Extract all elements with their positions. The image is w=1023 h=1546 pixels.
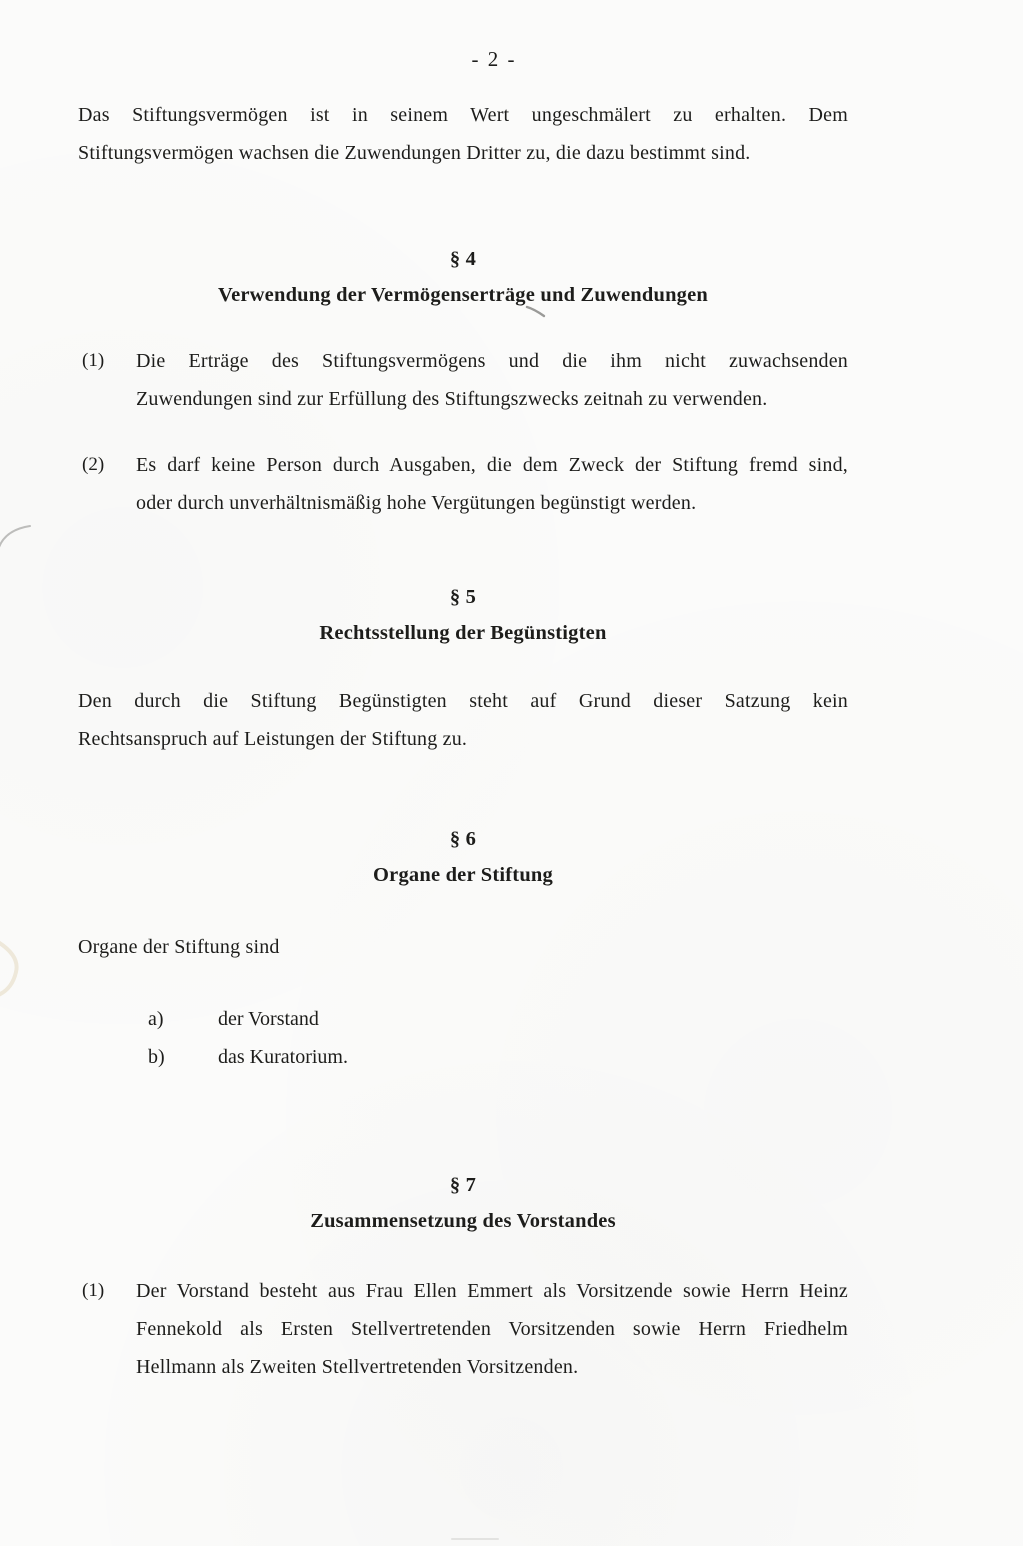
section-number-7: § 7 — [449, 1174, 477, 1196]
item-marker: (1) — [82, 1280, 105, 1301]
item-paragraph — [136, 342, 848, 418]
item-paragraph — [136, 1272, 848, 1386]
punch-hole-mark — [0, 938, 30, 1000]
section-6-lead: Organe der Stiftung sind — [78, 936, 280, 958]
scanner-edge-line — [451, 1538, 499, 1540]
list-marker: b) — [148, 1046, 165, 1068]
paragraph-line: Den durch die Stiftung Begünstigten steht auf Grund dieser Satzung kein — [78, 690, 848, 712]
section-number-5: § 5 — [449, 586, 477, 608]
page-number: - 2 - — [471, 47, 517, 71]
section-title-4: Verwendung der Vermögenserträge und Zuwendungen — [217, 284, 709, 306]
section-number-4: § 4 — [449, 248, 477, 270]
paragraph-line: Die Erträge des Stiftungsvermögens und die ihm nicht zuwachsenden — [136, 350, 848, 372]
section-title-7: Zusammensetzung des Vorstandes — [310, 1210, 616, 1232]
paragraph-line: oder durch unverhältnismäßig hohe Vergütungen begünstigt werden. — [136, 492, 697, 514]
intro-paragraph — [78, 96, 848, 172]
paragraph-line: Fennekold als Ersten Stellvertretenden Vorsitzenden sowie Herrn Friedhelm — [136, 1318, 848, 1340]
item-paragraph — [136, 446, 848, 522]
pen-mark-left-margin — [0, 518, 36, 558]
section-title-6: Organe der Stiftung — [373, 864, 553, 886]
section-5-paragraph — [78, 682, 848, 758]
paragraph-line: Es darf keine Person durch Ausgaben, die dem Zweck der Stiftung fremd sind, — [136, 454, 848, 476]
section-title-5: Rechtsstellung der Begünstigten — [319, 622, 607, 644]
list-item: der Vorstand — [218, 1008, 319, 1030]
paragraph-line: Der Vorstand besteht aus Frau Ellen Emmert als Vorsitzende sowie Herrn Heinz — [136, 1280, 848, 1302]
list-marker: a) — [148, 1008, 164, 1030]
paragraph-line: Hellmann als Zweiten Stellvertretenden Vorsitzenden. — [136, 1356, 579, 1378]
item-marker: (1) — [82, 350, 105, 371]
paragraph-line: Das Stiftungsvermögen ist in seinem Wert ungeschmälert zu erhalten. Dem — [78, 104, 848, 126]
section-number-6: § 6 — [449, 828, 477, 850]
paragraph-line: Stiftungsvermögen wachsen die Zuwendungen Dritter zu, die dazu bestimmt sind. — [78, 142, 751, 164]
paragraph-line: Zuwendungen sind zur Erfüllung des Stiftungszwecks zeitnah zu verwenden. — [136, 388, 768, 410]
item-marker: (2) — [82, 454, 105, 475]
paragraph-line: Rechtsanspruch auf Leistungen der Stiftung zu. — [78, 728, 468, 750]
list-item: das Kuratorium. — [218, 1046, 348, 1068]
